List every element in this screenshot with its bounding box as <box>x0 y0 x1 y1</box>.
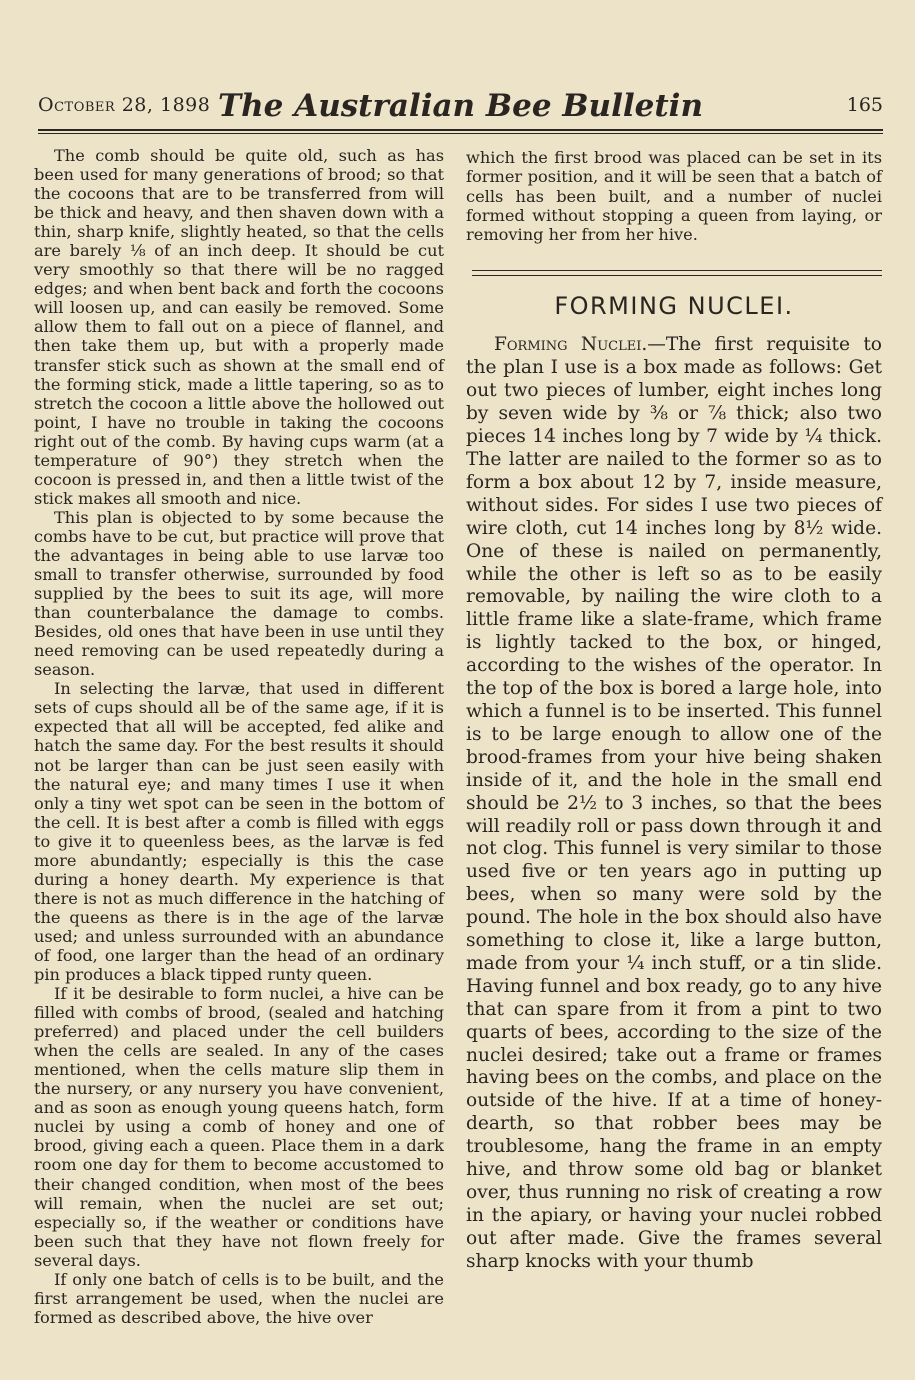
run-in-heading: Forming Nuclei. <box>494 334 648 356</box>
section-heading: FORMING NUCLEI. <box>554 292 794 321</box>
left-paragraph: If only one batch of cells is to be built, and the first arrangement be used, when the nuclei are formed as described above, the hive over <box>34 1269 444 1327</box>
left-paragraph: If it be desirable to form nuclei, a hive can be filled with combs of brood, (sealed and hatching preferred) and placed under the cell builders when the cells are sealed. In any of the cases mentioned, when the cells mature slip them in the nursery, or any nursery you have convenient, and as soon as enough young queens hatch, form nuclei by using a comb of honey and one of brood, giving each a queen. Place them in a dark room one day for them to become accustomed to their changed condition, when most of the bees will remain, when the nuclei are set out; especially so, if the weather or conditions have been such that they have not flown freely for several days. <box>34 984 444 1270</box>
header-rule-thin <box>38 133 883 134</box>
right-column <box>466 148 882 1274</box>
running-header <box>38 88 883 132</box>
header-rule <box>38 129 883 131</box>
page-number: 165 <box>846 94 883 116</box>
issue-date: October 28, 1898 <box>38 94 211 116</box>
left-paragraph: The comb should be quite old, such as has been used for many generations of brood; so that the cocoons that are to be transferred from will be thick and heavy, and then shaven down with a thin, sharp knife, slightly heated, so that the cells are barely ⅛ of an inch deep. It should be cut very smoothly so that there will be no ragged edges; and when bent back and forth the cocoons will loosen up, and can easily be removed. Some allow them to fall out on a piece of flannel, and then take them up, but with a properly made transfer stick such as shown at the small end of the forming stick, made a little tapering, so as to stretch the cocoon a little above the hollowed out point, I have no trouble in taking the cocoons right out of the comb. By having cups warm (at a temperature of 90°) they stretch when the cocoon is pressed in, and then a little twist of the stick makes all smooth and nice. <box>34 146 444 508</box>
continued-text: which the first brood was placed can be set in its former position, and it will be seen that a batch of cells has been built, and a number of nuclei formed without stopping a queen from laying, or removing her from her hive. <box>466 148 882 245</box>
publication-title: The Australian Bee Bulletin <box>218 88 703 124</box>
left-paragraph: In selecting the larvæ, that used in different sets of cups should all be of the same age, if it is expected that all will be accepted, fed alike and hatch the same day. For the best results it should not be larger than can be just seen easily with the natural eye; and many times I use it when only a tiny wet spot can be seen in the bottom of the cell. It is best after a comb is filled with eggs to give it to queenless bees, as the larvæ is fed more abundantly; especially is this the case during a honey dearth. My experience is that there is not as much difference in the hatching of the queens as there is in the age of the larvæ used; and unless surrounded with an abundance of food, one larger than the head of an ordinary pin produces a black tipped runty queen. <box>34 679 444 985</box>
section-body <box>466 334 882 1273</box>
body-text: —The first requisite to the plan I use is a box made as follows: Get out two pieces of lumber, eight inches long by seven wide by ⅜ or ⅞ thick; also two pieces 14 inches long by 7 wide by ¼ thick. The latter are nailed to the former so as to form a box about 12 by 7, inside measure, without sides. For sides I use two pieces of wire cloth, cut 14 inches long by 8½ wide. One of these is nailed on permanently, while the other is left so as to be easily removable, by nailing the wire cloth to a little frame like a slate-frame, which frame is lightly tacked to the box, or hinged, according to the wishes of the operator. In the top of the box is bored a large hole, into which a funnel is to be inserted. This funnel is to be large enough to allow one of the brood-frames from your hive being shaken inside of it, and the hole in the small end should be 2½ to 3 inches, so that the bees will readily roll or pass down through it and not clog. This funnel is very similar to those used five or ten years ago in putting up bees, when so many were sold by the pound. The hole in the box should also have something to close it, like a large button, made from your ¼ inch stuff, or a tin slide. Having funnel and box ready, go to any hive that can spare from it from a pint to two quarts of bees, according to the size of the nuclei desired; take out a frame or frames having bees on the combs, and place on the outside of the hive. If at a time of honey-dearth, so that robber bees may be troublesome, hang the frame in an empty hive, and throw some old bag or blanket over, thus running no risk of creating a row in the apiary, or having your nuclei robbed out after made. Give the frames several sharp knocks with your thumb <box>466 334 882 1272</box>
left-paragraph: This plan is objected to by some because the combs have to be cut, but practice will prove that the advantages in being able to use larvæ too small to transfer otherwise, surrounded by food supplied by the bees to suit its age, will more than counterbalance the damage to combs. Besides, old ones that have been in use until they need removing can be used repeatedly during a season. <box>34 507 444 680</box>
section-divider <box>472 270 882 276</box>
left-column <box>34 146 444 1327</box>
